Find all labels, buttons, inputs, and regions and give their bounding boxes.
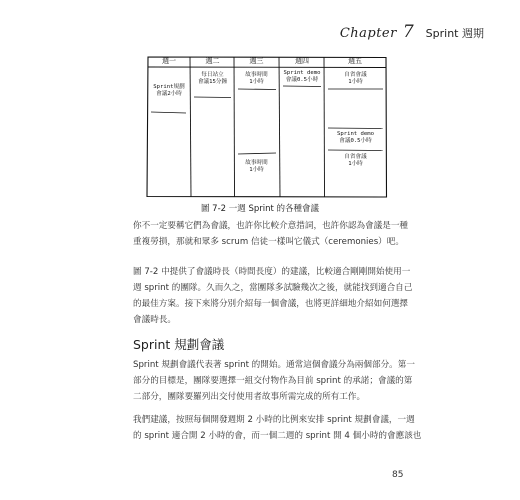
chapter-number: 7 bbox=[402, 22, 414, 42]
day-header-tue: 週二 bbox=[205, 57, 220, 65]
figure-caption: 圖 7-2 一週 Sprint 的各種會議 bbox=[200, 204, 320, 214]
paragraph-2: 圖 7-2 中提供了會議時長（時間長度）的建議，比較適合剛剛開始使用一 週 sprint 的團隊。久而久之，當團隊多試驗幾次之後，就能找到適合自己 的最佳方案。接下來將分別介紹每一個會議，也將更詳細地介紹如何選擇 會議時長。 bbox=[133, 267, 413, 325]
paragraph-1: 你不一定要稱它們為會議，也許你比較介意措詞，也許你認為會議是一種 重複勞損，那就和眾多 scrum 信徒一樣叫它儀式（ceremonies）吧。 bbox=[133, 221, 409, 247]
section-title: Sprint 規劃會議 bbox=[133, 337, 225, 352]
day-header-fri: 週五 bbox=[348, 57, 362, 65]
paragraph-3: Sprint 規劃會議代表著 sprint 的開始。通常這個會議分為兩個部分。第一 部分的目標是，團隊要選擇一組交付物作為目前 sprint 的承諾；會議的第 二部分，團隊要羅列出交付使用者故事所需完成的所有工作。 bbox=[133, 360, 415, 402]
sprint-planning-meeting: Sprint規劃 會議2小時 bbox=[153, 84, 185, 97]
day-header-wed: 週三 bbox=[249, 57, 264, 65]
sprint-demo-meeting-2: Sprint demo 會議0.5小時 bbox=[336, 131, 375, 144]
day-header-mon: 週一 bbox=[162, 57, 176, 65]
story-time-meeting-1: 故事時間 1小時 bbox=[245, 72, 268, 85]
retrospective-meeting-2: 自省會議 1小時 bbox=[344, 154, 367, 167]
retrospective-meeting-1: 自省會議 1小時 bbox=[344, 72, 367, 85]
paragraph-4: 我們建議，按照每個開發週期 2 小時的比例來安排 sprint 規劃會議，一週 的 sprint 適合開 2 小時的會，而一個二週的 sprint 開 4 個小時的會應該也 bbox=[133, 415, 422, 441]
sprint-demo-meeting-1: Sprint demo 會議0.5小時 bbox=[283, 70, 321, 83]
chapter-title: Sprint 週期 bbox=[425, 27, 484, 40]
page-number: 85 bbox=[392, 470, 404, 480]
story-time-meeting-2: 故事時間 1小時 bbox=[245, 160, 268, 173]
sprint-meetings-figure bbox=[146, 56, 388, 198]
daily-standup-meeting: 每日站立 會議15分鐘 bbox=[197, 72, 228, 85]
day-header-thu: 週四 bbox=[295, 57, 309, 65]
page-header bbox=[340, 22, 484, 40]
chapter-label: Chapter bbox=[339, 26, 397, 41]
